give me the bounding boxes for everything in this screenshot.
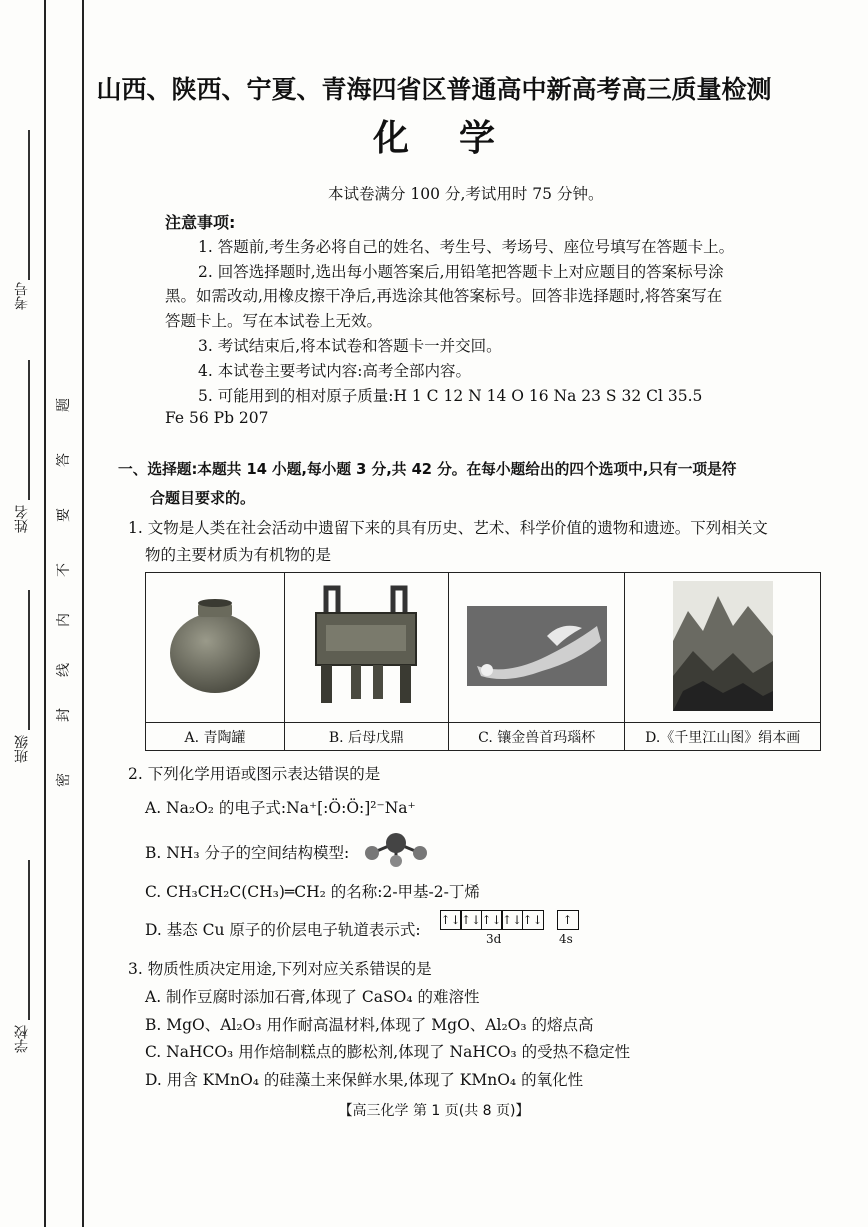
- q3-option-d: D. 用含 KMnO₄ 的硅藻土来保鲜水果,体现了 KMnO₄ 的氧化性: [145, 1071, 584, 1089]
- note-1: 1. 答题前,考生务必将自己的姓名、考生号、考场号、座位号填写在答题卡上。: [198, 238, 735, 256]
- q3-option-c: C. NaHCO₃ 用作焙制糕点的膨松剂,体现了 NaHCO₃ 的受热不稳定性: [145, 1043, 631, 1061]
- note-5b: Fe 56 Pb 207: [165, 409, 269, 427]
- name-label: 姓名: [14, 505, 30, 533]
- landscape-painting-image: [673, 581, 773, 711]
- option-d-image: [625, 573, 821, 723]
- seal-char: 答: [56, 453, 72, 467]
- orbital-box: ↑↓: [481, 910, 503, 930]
- orbital-box: ↑: [557, 910, 579, 930]
- option-a-image: [146, 573, 285, 723]
- notes-heading: 注意事项:: [165, 213, 236, 232]
- school-label: 学校: [14, 1025, 30, 1053]
- q3-stem: 3. 物质性质决定用途,下列对应关系错误的是: [128, 960, 432, 978]
- orbital-box: ↑↓: [460, 910, 482, 930]
- section-heading-b: 合题目要求的。: [150, 489, 256, 507]
- binding-line-inner: [82, 0, 84, 1227]
- orbital-3d-boxes: [441, 909, 544, 930]
- q3-option-b: B. MgO、Al₂O₃ 用作耐高温材料,体现了 MgO、Al₂O₃ 的熔点高: [145, 1016, 594, 1034]
- note-2c: 答题卡上。写在本试卷上无效。: [165, 312, 383, 330]
- orbital-4s-box: [558, 909, 579, 930]
- class-label: 班级: [14, 735, 30, 763]
- orbital-box: ↑↓: [501, 910, 523, 930]
- page-footer: 【高三化学 第 1 页(共 8 页)】: [338, 1103, 530, 1119]
- seal-char: 封: [56, 708, 72, 722]
- option-a-label: A. 青陶罐: [146, 723, 285, 751]
- pottery-jar-image: [160, 591, 270, 701]
- seal-char: 不: [56, 563, 72, 577]
- q3-option-a: A. 制作豆腐时添加石膏,体现了 CaSO₄ 的难溶性: [145, 988, 480, 1006]
- seal-char: 要: [56, 508, 72, 522]
- note-4: 4. 本试卷主要考试内容:高考全部内容。: [198, 362, 471, 380]
- note-2b: 黑。如需改动,用橡皮擦干净后,再选涂其他答案标号。回答非选择题时,将答案写在: [165, 287, 723, 305]
- school-underline: [28, 860, 30, 1020]
- class-underline: [28, 590, 30, 730]
- q2-stem: 2. 下列化学用语或图示表达错误的是: [128, 765, 381, 783]
- q1-stem-b: 物的主要材质为有机物的是: [145, 546, 332, 564]
- exam-title: 山西、陕西、宁夏、青海四省区普通高中新高考高三质量检测: [96, 75, 772, 104]
- q2-option-d: D. 基态 Cu 原子的价层电子轨道表示式:: [145, 921, 421, 939]
- q2-option-a: A. Na₂O₂ 的电子式:Na⁺[:Ö:Ö:]²⁻Na⁺: [145, 799, 416, 817]
- seal-char: 密: [56, 773, 72, 787]
- name-underline: [28, 360, 30, 500]
- orbital-box: ↑↓: [440, 910, 462, 930]
- note-3: 3. 考试结束后,将本试卷和答题卡一并交回。: [198, 337, 502, 355]
- orbital-4s-label: 4s: [559, 932, 573, 946]
- seal-char: 内: [56, 613, 72, 627]
- orbital-3d-label: 3d: [486, 932, 502, 946]
- note-5a: 5. 可能用到的相对原子质量:H 1 C 12 N 14 O 16 Na 23 S 32 Cl 35.5: [198, 387, 703, 405]
- orbital-box: ↑↓: [522, 910, 544, 930]
- subject-title: 化学: [372, 118, 545, 159]
- seal-char: 线: [56, 663, 72, 677]
- q2-option-c: C. CH₃CH₂C(CH₃)═CH₂ 的名称:2-甲基-2-丁烯: [145, 883, 480, 901]
- section-heading-a: 一、选择题:本题共 14 小题,每小题 3 分,共 42 分。在每小题给出的四个选项中,只有一项是符: [118, 461, 737, 478]
- q1-image-table: [145, 572, 821, 751]
- option-d-label: D.《千里江山图》绢本画: [625, 723, 821, 751]
- nh3-ball-model: [360, 829, 432, 869]
- seal-char: 题: [56, 398, 72, 412]
- option-c-image: [448, 573, 625, 723]
- agate-cup-image: [467, 606, 607, 686]
- bronze-ding-image: [301, 583, 431, 708]
- option-b-label: B. 后母戊鼎: [284, 723, 448, 751]
- exam-info: 本试卷满分 100 分,考试用时 75 分钟。: [328, 185, 604, 203]
- q2-option-b: B. NH₃ 分子的空间结构模型:: [145, 844, 350, 862]
- q1-stem-a: 1. 文物是人类在社会活动中遗留下来的具有历史、艺术、科学价值的遗物和遗迹。下列相关文: [128, 519, 768, 537]
- option-b-image: [284, 573, 448, 723]
- note-2a: 2. 回答选择题时,选出每小题答案后,用铅笔把答题卡上对应题目的答案标号涂: [198, 263, 724, 281]
- exam-no-label: 考号: [14, 282, 30, 310]
- binding-line-outer: [44, 0, 46, 1227]
- option-c-label: C. 镶金兽首玛瑙杯: [448, 723, 625, 751]
